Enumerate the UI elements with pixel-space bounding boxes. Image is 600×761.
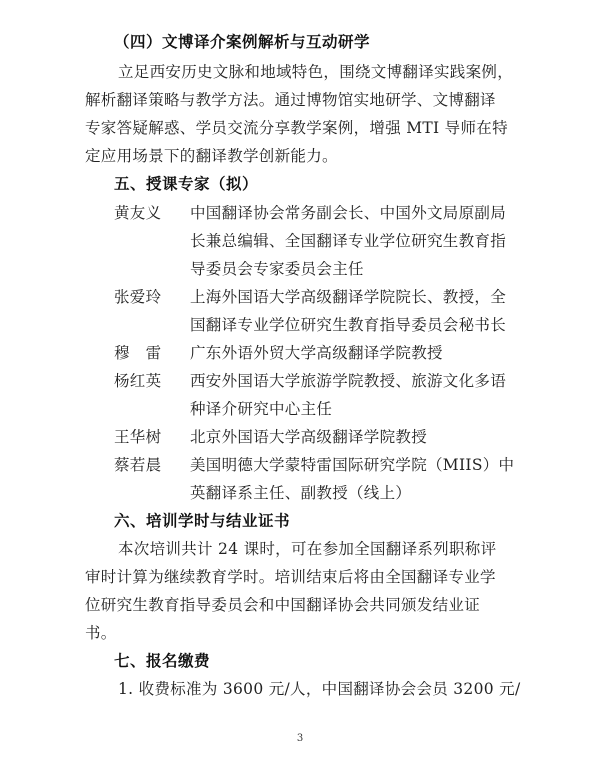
- section-4-line-3: 专家答疑解惑、学员交流分享教学案例，增强 MTI 导师在特: [85, 119, 508, 137]
- expert-name: 黄友义: [114, 204, 162, 222]
- page-number: 3: [296, 733, 304, 744]
- expert-desc-line: 上海外国语大学高级翻译学院院长、教授，全: [190, 288, 507, 306]
- expert-name: 杨红英: [114, 372, 162, 390]
- section-7-heading: 七、报名缴费: [114, 652, 211, 670]
- section-6-line-3: 位研究生教育指导委员会和中国翻译协会共同颁发结业证: [85, 596, 481, 614]
- expert-desc-line: 长兼总编辑、全国翻译专业学位研究生教育指: [190, 232, 507, 250]
- section-4-heading: （四）文博译介案例解析与互动研学: [114, 33, 371, 51]
- expert-desc-line: 国翻译专业学位研究生教育指导委员会秘书长: [190, 316, 507, 334]
- expert-desc-line: 北京外国语大学高级翻译学院教授: [190, 428, 428, 446]
- expert-desc-line: 英翻译系主任、副教授（线上）: [190, 484, 412, 502]
- expert-desc-line: 美国明德大学蒙特雷国际研究学院（MIIS）中: [190, 456, 515, 474]
- expert-desc-line: 中国翻译协会常务副会长、中国外文局原副局: [190, 204, 507, 222]
- expert-desc-line: 导委员会专家委员会主任: [190, 260, 364, 278]
- expert-desc-line: 种译介研究中心主任: [190, 400, 333, 418]
- section-7-line-1: 1. 收费标准为 3600 元/人，中国翻译协会会员 3200 元/: [118, 680, 521, 698]
- section-5-heading: 五、授课专家（拟）: [114, 175, 259, 193]
- expert-desc-line: 西安外国语大学旅游学院教授、旅游文化多语: [190, 372, 507, 390]
- expert-name: 王华树: [114, 428, 162, 446]
- expert-name: 张爱玲: [114, 288, 162, 306]
- section-4-line-1: 立足西安历史文脉和地域特色，围绕文博翻译实践案例，: [118, 63, 514, 81]
- expert-name: 蔡若晨: [114, 456, 162, 474]
- section-4-line-4: 定应用场景下的翻译教学创新能力。: [85, 147, 338, 165]
- expert-name: 穆 雷: [114, 344, 162, 362]
- expert-desc-line: 广东外语外贸大学高级翻译学院教授: [190, 344, 443, 362]
- section-6-line-1: 本次培训共计 24 课时，可在参加全国翻译系列职称评: [118, 540, 497, 558]
- section-6-heading: 六、培训学时与结业证书: [114, 512, 291, 530]
- section-6-line-4: 书。: [85, 624, 117, 642]
- section-6-line-2: 审时计算为继续教育学时。培训结束后将由全国翻译专业学: [85, 568, 496, 586]
- section-4-line-2: 解析翻译策略与教学方法。通过博物馆实地研学、文博翻译: [85, 91, 496, 109]
